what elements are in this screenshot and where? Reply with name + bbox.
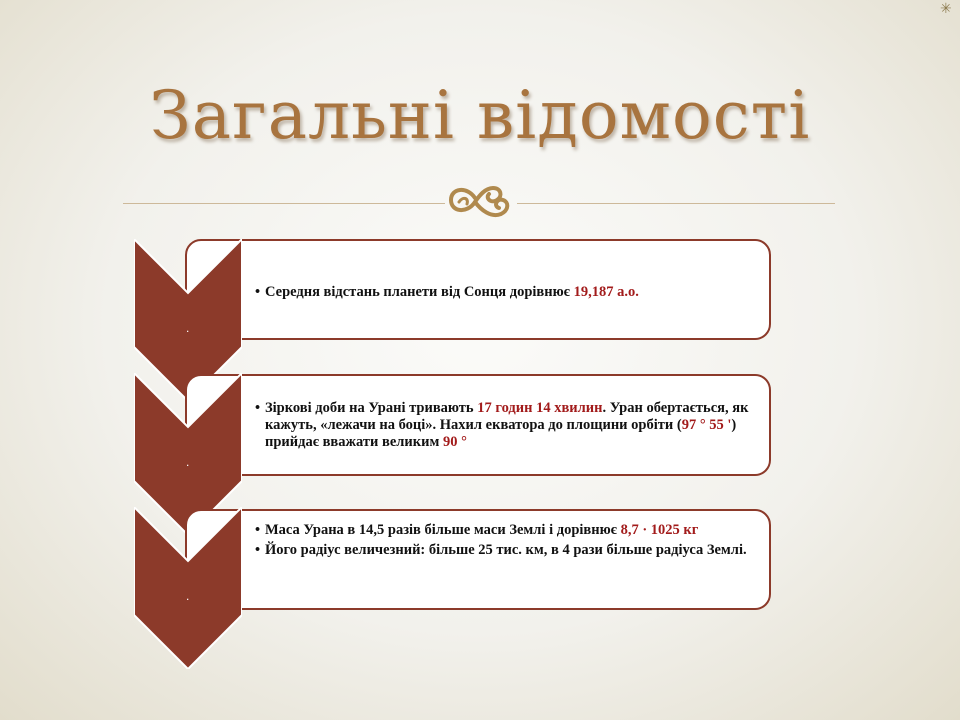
bullet-text: ) прийдає вважати великим [265, 417, 737, 450]
info-list-1 [255, 284, 757, 304]
bullet-text: Зіркові доби на Урані тривають [265, 400, 478, 416]
highlighted-value: 8,7 · 1025 кг [620, 522, 699, 538]
info-list-3 [255, 522, 757, 562]
step-marker-2: . [186, 455, 190, 469]
bullet-item [255, 542, 757, 559]
highlighted-value: 17 годин 14 хвилин [477, 400, 603, 416]
title-divider-right [517, 203, 835, 204]
bullet-text: . Уран обертається, як кажуть, «лежачи на боці». Нахил екватора до площини орбіти ( [265, 400, 749, 433]
bullet-item [255, 400, 757, 451]
flourish-ornament-icon [445, 178, 517, 224]
info-box-2 [185, 374, 771, 476]
step-marker-3: . [186, 589, 190, 603]
bullet-text: Середня відстань планети від Сонця дорівнює [265, 284, 574, 300]
highlighted-value: 97 ° 55 ' [681, 417, 732, 433]
highlighted-value: 90 ° [442, 434, 467, 450]
chevron-step-3 [134, 507, 242, 669]
title-divider-left [123, 203, 445, 204]
corner-star-icon: ✳ [940, 1, 952, 17]
bullet-text: Маса Урана в 14,5 разів більше маси Землі і дорівнює [265, 522, 621, 538]
info-box-3 [185, 509, 771, 610]
info-box-1 [185, 239, 771, 340]
info-list-2 [255, 400, 757, 454]
bullet-text: Його радіус величезний: більше 25 тис. км, в 4 рази більше радіуса Землі. [265, 542, 747, 558]
bullet-item [255, 284, 757, 301]
highlighted-value: 19,187 а.о. [573, 284, 639, 300]
step-marker-1: . [186, 321, 190, 335]
slide-title: Загальні відомості [149, 77, 811, 154]
bullet-item [255, 522, 757, 539]
